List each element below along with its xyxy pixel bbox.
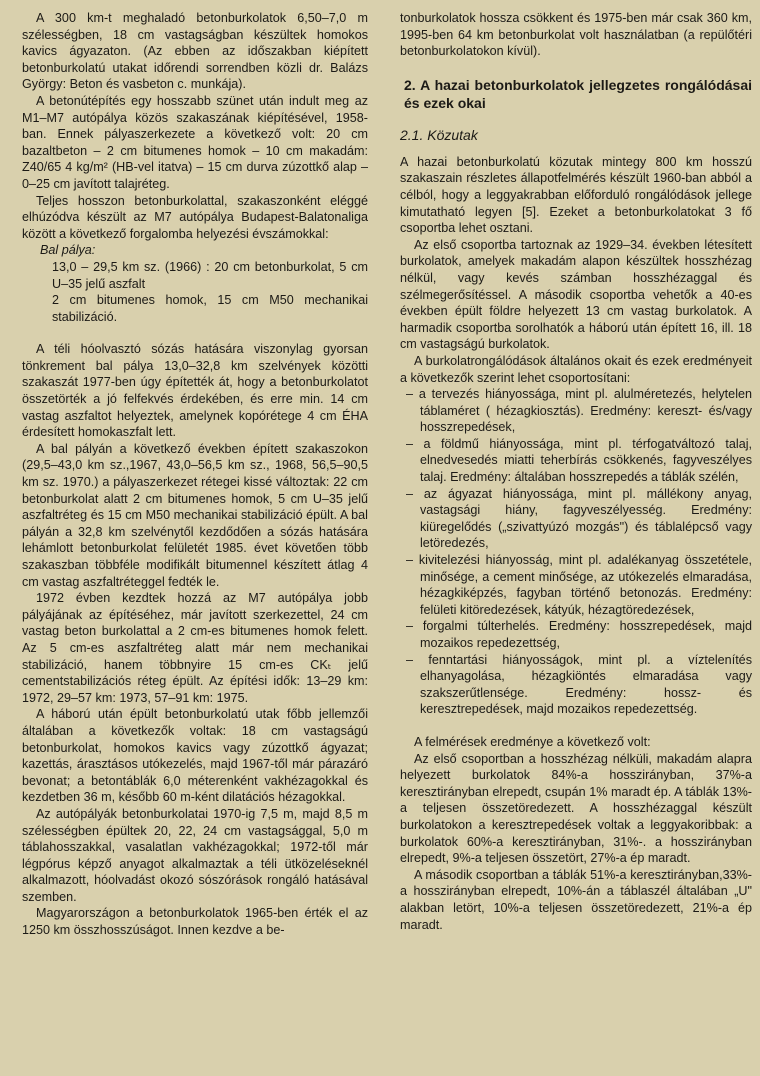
section-heading: 2. A hazai betonburkolatok jellegzetes rongálódásai és ezek okai [404, 76, 752, 111]
list-item: – forgalmi túlterhelés. Eredmény: hosszrepedések, majd mozaikos repedezettség, [406, 619, 752, 650]
spacer [400, 718, 752, 734]
paragraph: A burkolatrongálódások általános okait és ezek eredményeit a következők szerint lehet csoportosítani: [400, 353, 752, 385]
list-item: – a földmű hiányossága, mint pl. térfogatváltozó talaj, elnedvesedés miatti teherbírás csökkenés, fagyveszélyes talaj. Eredmény: általában hosszrepedés a táblák szélén, [406, 436, 752, 485]
paragraph: Az első csoportban a hosszhézag nélküli, makadám alapra helyezett burkolatok 84%-a hosszirányban, 37%-a keresztirányban elrepedt, csupán 1% maradt ép. A táblák 13%-a teljesen összetöredezett. A hosszhézaggal készült burkolatokon a keresztrepedések voltak a leggyakoribbak: a burkolatok 60%-a keresztirányban, 31%-. a hosszirányban elrepedt, 9%-a teljesen összetört, 27%-a ép maradt. [400, 751, 752, 866]
paragraph: A 300 km-t meghaladó betonburkolatok 6,50–7,0 m szélességben, 18 cm vastagságban készültek homokos kavics ágyazaton. (Az ebben az időszakban kiépített betonburkolatú utakat időrendi sorrendben közli dr. Balázs György: Beton és vasbeton c. munkája). [22, 11, 368, 92]
bal-palya-label: Bal pálya: [40, 243, 96, 258]
list-item: – kivitelezési hiányosság, mint pl. adalékanyag összetétele, minősége, a cement minősége, az utókezelés elmaradása, hézagkiképzés, fagyban történő betonozás. Eredmény: felületi kitöredezések, kátyúk, hézagtöredezések, [406, 553, 752, 617]
paragraph: 1972 évben kezdtek hozzá az M7 autópálya jobb pályájának az építéséhez, már javított szerkezettel, 24 cm vastag beton burkolattal a 2 cm-es bitumenes homok felett. Az 5 cm-es aszfaltréteg alatt már nem mechanikai stabilizáció, hanem többnyire 15 cm-es CKₜ jelű cementstabilizációs réteg épült. Az építési idők: 13–29 km: 1972, 29–57 km: 1973, 57–91 km: 1975. [22, 591, 368, 705]
list-item: – fenntartási hiányosságok, mint pl. a víztelenítés elhanyagolása, hézagkiöntés elmaradása vagy szakszerűtlensége. Eredmény: hossz- és keresztrepedések, majd mozaikos repedezettség. [406, 652, 752, 717]
paragraph: tonburkolatok hossza csökkent és 1975-ben már csak 360 km, 1995-ben 64 km betonburkolat volt használatban (a repülőtéri betonburkolatokon kívül). [400, 11, 752, 59]
bal-palya-block [22, 242, 368, 325]
bal-palya-detail-2: 2 cm bitumenes homok, 15 cm M50 mechanikai stabilizáció. [52, 293, 368, 324]
left-column [22, 10, 368, 939]
paragraph: A hazai betonburkolatú közutak mintegy 800 km hosszú szakaszain részletes állapotfelmérés készült 1960-ban abból a célból, hogy a leggyakrabban előforduló rongálódások jellege kimutatható legyen [5]. Ezeket a betonburkolatokat 3 fő csoportba lehet osztani. [400, 154, 752, 236]
paragraph: A felmérések eredménye a következő volt: [414, 734, 651, 749]
paragraph: Az autópályák betonburkolatai 1970-ig 7,5 m, majd 8,5 m szélességben épültek 20, 22, 24 cm vastagsággal, 5,0 m táblahosszakkal, vasalatlan vakhézagokkal; 1972-től már légpórus képző anyagot alkalmaztak a téli ütközeléseknél alkalmazott, hóolvadást okozó sószórások rongáló hatásával szemben. [22, 806, 368, 904]
paragraph: Teljes hosszon betonburkolattal, szakaszonként eléggé elhúzódva készült az M7 autópálya Budapest-Balatonaliga között a következő forgalomba helyezési évszámokkal: [22, 193, 368, 241]
paragraph: Magyarországon a betonburkolatok 1965-ben érték el az 1250 km összhosszúságot. Innen kezdve a be- [22, 906, 368, 938]
causes-list [400, 386, 752, 718]
paragraph: Az első csoportba tartoznak az 1929–34. években létesített burkolatok, amelyek makadám alapon készültek hosszhézag nélkül, vagy kevés számban hosszhézaggal és szélmegerősítéssel. A második csoportba vehetők a 40-es években épült földre helyezett 13 cm vastag burkolatok. A harmadik csoportba sorolhatók a háború után épített 16, ill. 18 cm vastagságú burkolatok. [400, 237, 752, 352]
paragraph: A bal pályán a következő években épített szakaszokon (29,5–43,0 km sz.,1967, 43,0–56,5 km sz., 1968, 56,5–90,5 km sz. 1970.) a pályaszerkezet rétegei kissé változtak: 22 cm betonburkolat alatt 2 cm bitumenes homok, 5 cm U–35 jelű aszfaltréteg és 15 cm M50 mechanikai stabilizáció épült. A bal pályán a 32,8 km szelvénytől kezdődően a sózás hatására lehámlott betonburkolat felületét 1985. évet követően több szakaszban többféle modifikált bitumennel készített átlag 4 cm vastag aszfaltréteggel fedték le. [22, 441, 368, 589]
list-item: – a tervezés hiányossága, mint pl. alulméretezés, helytelen táblaméret ( hézagkiosztás). Eredmény: kereszt- és/vagy hosszrepedések, [406, 387, 752, 435]
right-column [400, 10, 752, 933]
paragraph: A háború után épült betonburkolatú utak főbb jellemzői általában a következők voltak: 18 cm vastagságú betonburkolat, homokos kavics vagy zúzottkő ágyazat; kazettás, árasztásos utókezelés, majd 1967-től már párazáró bevonat; a betontáblák 6,0 méterenként vakhézagokkal és kezdetben 36 m, később 60 m-ként dilatációs hézagokkal. [22, 707, 368, 805]
paragraph: A betonútépítés egy hosszabb szünet után indult meg az M1–M7 autópálya közös szakaszának kiépítésével, 1958-ban. Ennek pályaszerkezete a következő volt: 20 cm bazaltbeton – 2 cm bitumenes homok – 10 cm makadám: Z40/65 4 kg/m² (HB-vel itatva) – 15 cm durva zúzottkő alap – 0–25 cm javított talajréteg. [22, 93, 368, 191]
spacer [22, 325, 368, 341]
bal-palya-detail: 13,0 – 29,5 km sz. (1966) : 20 cm betonburkolat, 5 cm U–35 jelű aszfalt [52, 259, 368, 291]
list-item: – az ágyazat hiányossága, mint pl. mállékony anyag, vastagsági hiány, fagyveszélyesség. Eredmény: kiüregelődés („szivattyúzó mozgás") és táblalépcső vagy letöredezés, [406, 486, 752, 551]
paragraph: A téli hóolvasztó sózás hatására viszonylag gyorsan tönkrement bal pálya 13,0–32,8 km szelvények közötti szakaszát 1977-ben úgy építették át, hogy a betonburkolatot összetörték a jó felfekvés érdekében, és erre min. 14 cm vastag aszfaltot helyeztek, amelynek kopórétege 4 cm ÉHA érdesített homokaszfalt lett. [22, 342, 368, 440]
paragraph: A második csoportban a táblák 51%-a keresztirányban,33%-a hosszirányban elrepedt, 10%-án a táblaszél általában „U" alakban letört, 10%-a teljesen összetöredezett, 21%-a ép maradt. [400, 867, 752, 932]
subsection-heading: 2.1. Közutak [400, 126, 478, 143]
